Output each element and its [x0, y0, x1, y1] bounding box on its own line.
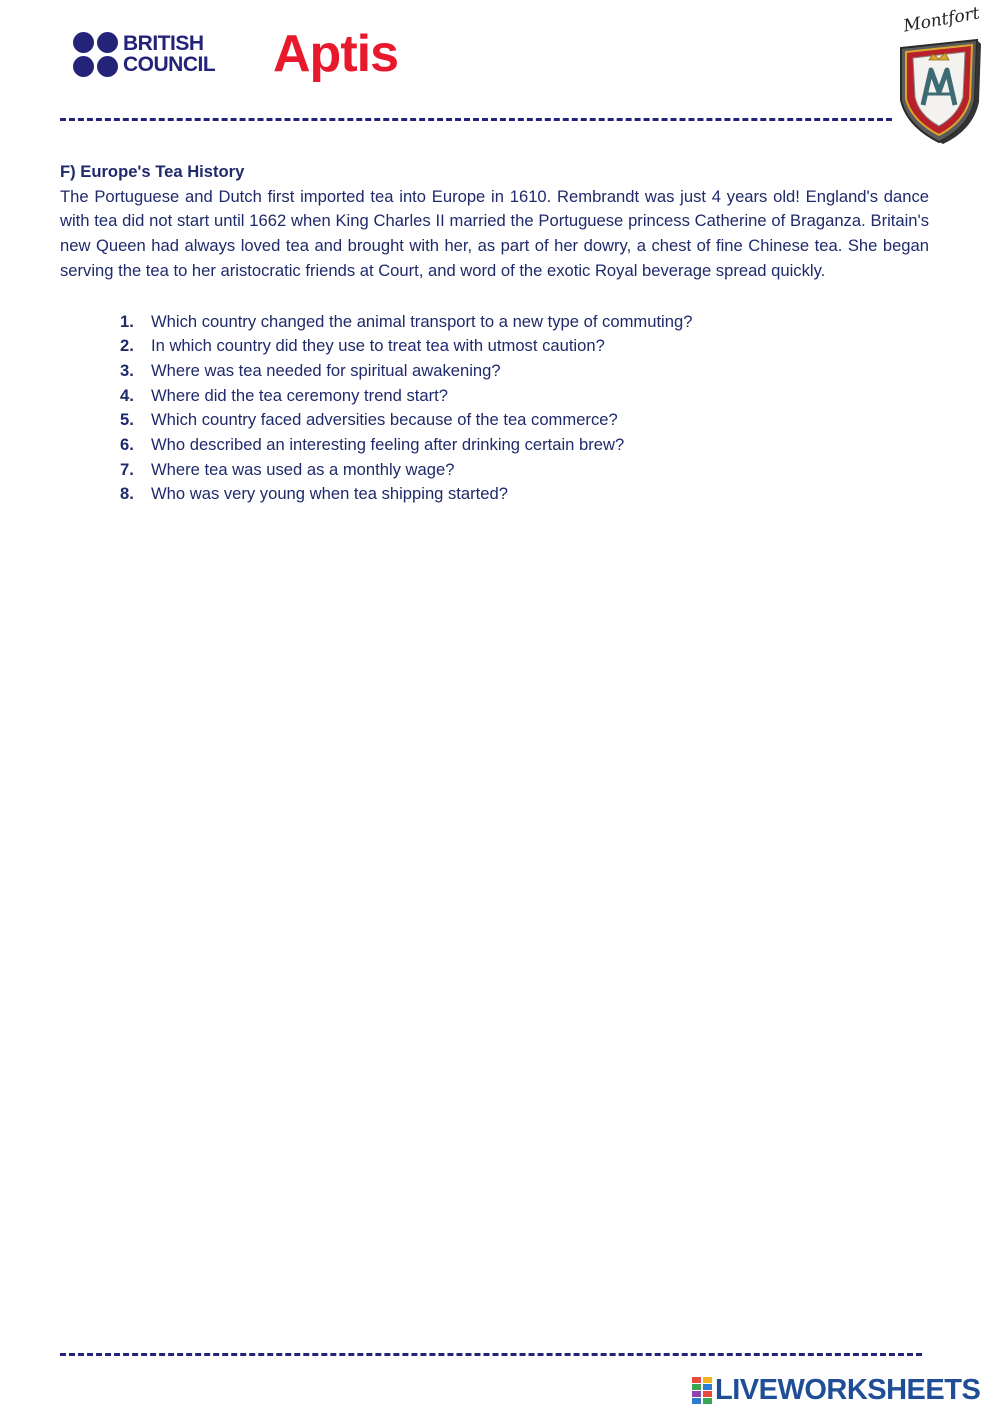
question-item: [120, 408, 929, 433]
brand-line-2: COUNCIL: [123, 53, 216, 76]
question-number: 2.: [120, 336, 134, 356]
aptis-logo: Aptis: [273, 25, 398, 83]
section-body: The Portuguese and Dutch first imported tea into Europe in 1610. Rembrandt was just 4 years old! England's dance with tea did not start until 1662 when King Charles II married the Portuguese princess Catherine of Braganza. Britain's new Queen had always loved tea and brought with her, as part of her dowry, a chest of fine Chinese tea. She began serving the tea to her aristocratic friends at Court, and word of the exotic Royal beverage spread quickly.: [60, 186, 929, 280]
liveworksheets-wordmark: LIVEWORKSHEETS: [715, 1373, 981, 1406]
question-list: [60, 310, 929, 508]
crest-signature: Montfort: [901, 3, 982, 37]
question-number: 4.: [120, 385, 134, 405]
question-item: [120, 359, 929, 384]
section-title: F) Europe's Tea History: [60, 162, 245, 181]
question-text: Where was tea needed for spiritual awakening?: [151, 360, 501, 380]
question-text: Which country changed the animal transport to a new type of commuting?: [151, 311, 693, 331]
question-item: [120, 310, 929, 335]
liveworksheets-blocks-icon: [692, 1377, 712, 1403]
footer-divider: [60, 1353, 922, 1356]
british-council-logo: [73, 32, 233, 78]
question-number: 3.: [120, 360, 134, 380]
question-text: Who described an interesting feeling after drinking certain brew?: [151, 435, 625, 455]
question-item: [120, 334, 929, 359]
question-number: 6.: [120, 435, 134, 455]
british-council-dots-icon: [73, 32, 119, 78]
question-number: 1.: [120, 311, 134, 331]
question-item: [120, 384, 929, 409]
question-item: [120, 433, 929, 458]
question-text: Which country faced adversities because of the tea commerce?: [151, 410, 618, 430]
question-item: [120, 458, 929, 483]
montfort-crest-logo: [893, 3, 985, 145]
reading-section: [60, 160, 929, 507]
header-divider: [60, 118, 892, 121]
question-number: 8.: [120, 484, 134, 504]
question-number: 5.: [120, 410, 134, 430]
question-number: 7.: [120, 459, 134, 479]
british-council-wordmark: [123, 33, 235, 75]
question-item: [120, 482, 929, 507]
question-text: Where did the tea ceremony trend start?: [151, 385, 448, 405]
brand-line-1: BRITISH: [123, 32, 204, 55]
question-text: Who was very young when tea shipping started?: [151, 484, 508, 504]
question-text: In which country did they use to treat tea with utmost caution?: [151, 336, 605, 356]
liveworksheets-logo: [692, 1374, 980, 1406]
question-text: Where tea was used as a monthly wage?: [151, 459, 455, 479]
